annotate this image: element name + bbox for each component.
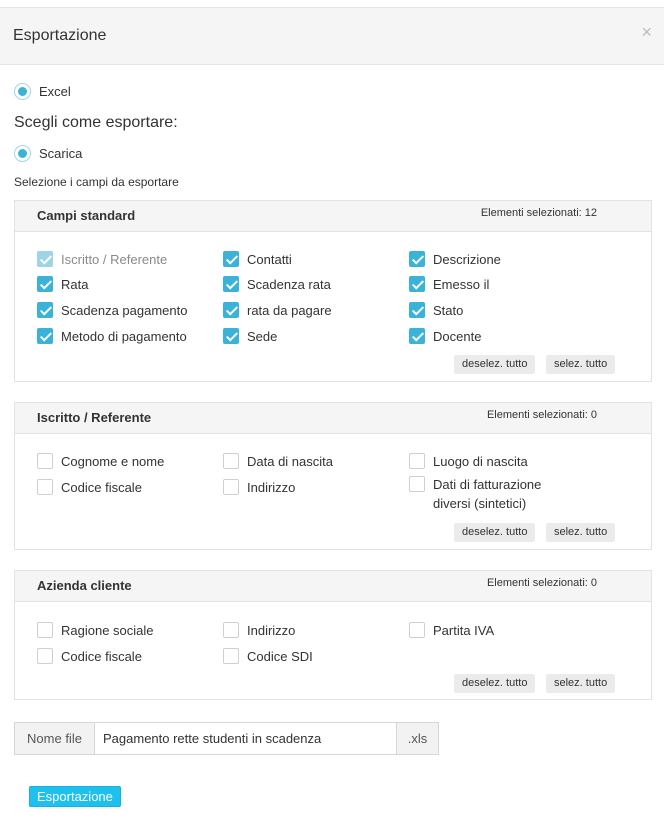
panel-title: Campi standard	[37, 208, 136, 223]
field-metodo-pagamento[interactable]	[37, 328, 187, 346]
field-label: Luogo di nascita	[433, 454, 528, 469]
panel-azienda-cliente	[14, 570, 652, 700]
field-label: Codice fiscale	[61, 480, 142, 495]
checkbox[interactable]	[409, 328, 425, 344]
panel-iscritto-referente	[14, 402, 652, 550]
field-label: Docente	[433, 329, 482, 344]
checkbox[interactable]	[409, 251, 425, 267]
field-cognome-nome[interactable]	[37, 453, 164, 471]
select-all-button[interactable]: selez. tutto	[546, 355, 615, 374]
checkbox[interactable]	[223, 276, 239, 292]
field-label-line-2: diversi (sintetici)	[433, 496, 527, 511]
field-label: Contatti	[247, 252, 292, 267]
checkbox[interactable]	[37, 251, 53, 267]
deselect-all-button[interactable]: deselez. tutto	[454, 355, 535, 374]
filename-input[interactable]	[95, 722, 396, 755]
field-label: Data di nascita	[247, 454, 333, 469]
radio-scarica-label: Scarica	[39, 146, 83, 161]
checkbox[interactable]	[223, 479, 239, 495]
field-iscritto-referente[interactable]	[37, 251, 167, 269]
checkbox[interactable]	[409, 276, 425, 292]
field-contatti[interactable]	[223, 251, 292, 269]
radio-excel-label: Excel	[39, 84, 71, 99]
deselect-all-button[interactable]: deselez. tutto	[454, 523, 535, 542]
field-dati-fatturazione[interactable]	[409, 476, 541, 513]
field-label: Indirizzo	[247, 480, 296, 495]
checkbox[interactable]	[37, 622, 53, 638]
field-label	[433, 475, 541, 513]
selected-count: Elementi selezionati: 0	[486, 409, 597, 421]
checkbox[interactable]	[409, 453, 425, 469]
selected-count: Elementi selezionati: 12	[480, 207, 597, 219]
field-label: Scadenza pagamento	[61, 303, 188, 318]
checkbox[interactable]	[223, 622, 239, 638]
field-descrizione[interactable]	[409, 251, 501, 269]
checkbox[interactable]	[37, 276, 53, 292]
panel-title: Iscritto / Referente	[37, 410, 152, 425]
panel-standard-fields	[14, 200, 652, 382]
field-label: Rata	[61, 277, 89, 292]
panel-header	[15, 201, 651, 232]
field-emesso-il[interactable]	[409, 276, 489, 294]
field-label: rata da pagare	[247, 303, 332, 318]
checkbox[interactable]	[223, 453, 239, 469]
field-label-line-1: Dati di fatturazione	[433, 477, 542, 492]
filename-group	[14, 722, 439, 755]
radio-scarica-circle[interactable]	[14, 145, 31, 162]
checkbox[interactable]	[223, 648, 239, 664]
field-label: Partita IVA	[433, 623, 495, 638]
file-extension: .xls	[396, 722, 439, 755]
modal-header	[0, 8, 664, 65]
field-data-nascita[interactable]	[223, 453, 333, 471]
field-label: Indirizzo	[247, 623, 296, 638]
export-mode-heading: Scegli come esportare:	[14, 114, 178, 131]
field-scadenza-pagamento[interactable]	[37, 302, 187, 320]
checkbox[interactable]	[37, 479, 53, 495]
field-codice-fiscale-azienda[interactable]	[37, 648, 142, 666]
fields-hint: Selezione i campi da esportare	[14, 175, 179, 189]
radio-excel[interactable]	[14, 83, 71, 100]
field-rata-da-pagare[interactable]	[223, 302, 332, 320]
checkbox[interactable]	[223, 328, 239, 344]
field-label: Cognome e nome	[61, 454, 165, 469]
field-label: Ragione sociale	[61, 623, 154, 638]
panel-title: Azienda cliente	[37, 578, 132, 593]
field-luogo-nascita[interactable]	[409, 453, 528, 471]
radio-scarica[interactable]	[14, 145, 82, 162]
checkbox[interactable]	[37, 328, 53, 344]
modal-title: Esportazione	[13, 27, 107, 44]
field-indirizzo[interactable]	[223, 479, 295, 497]
radio-excel-circle[interactable]	[14, 83, 31, 100]
field-label: Sede	[247, 329, 278, 344]
field-sede[interactable]	[223, 328, 277, 346]
field-ragione-sociale[interactable]	[37, 622, 154, 640]
field-partita-iva[interactable]	[409, 622, 494, 640]
close-icon[interactable]: ×	[641, 22, 652, 42]
checkbox[interactable]	[37, 453, 53, 469]
select-all-button[interactable]: selez. tutto	[546, 523, 615, 542]
field-label: Codice SDI	[247, 649, 313, 664]
checkbox[interactable]	[37, 648, 53, 664]
checkbox[interactable]	[37, 302, 53, 318]
field-label: Scadenza rata	[247, 277, 331, 292]
field-label: Metodo di pagamento	[61, 329, 187, 344]
select-all-button[interactable]: selez. tutto	[546, 674, 615, 693]
field-label: Descrizione	[433, 252, 501, 267]
panel-header	[15, 403, 651, 434]
checkbox[interactable]	[409, 476, 425, 492]
field-indirizzo-azienda[interactable]	[223, 622, 295, 640]
field-codice-fiscale[interactable]	[37, 479, 142, 497]
checkbox[interactable]	[223, 251, 239, 267]
export-button[interactable]: Esportazione	[29, 786, 121, 807]
field-codice-sdi[interactable]	[223, 648, 313, 666]
checkbox[interactable]	[409, 622, 425, 638]
panel-header	[15, 571, 651, 602]
checkbox[interactable]	[409, 302, 425, 318]
field-label: Stato	[433, 303, 464, 318]
field-label: Emesso il	[433, 277, 490, 292]
field-stato[interactable]	[409, 302, 463, 320]
deselect-all-button[interactable]: deselez. tutto	[454, 674, 535, 693]
filename-label: Nome file	[14, 722, 95, 755]
field-scadenza-rata[interactable]	[223, 276, 331, 294]
field-docente[interactable]	[409, 328, 481, 346]
field-label: Iscritto / Referente	[61, 252, 168, 267]
field-rata[interactable]	[37, 276, 88, 294]
selected-count: Elementi selezionati: 0	[486, 577, 597, 589]
checkbox[interactable]	[223, 302, 239, 318]
field-label: Codice fiscale	[61, 649, 142, 664]
